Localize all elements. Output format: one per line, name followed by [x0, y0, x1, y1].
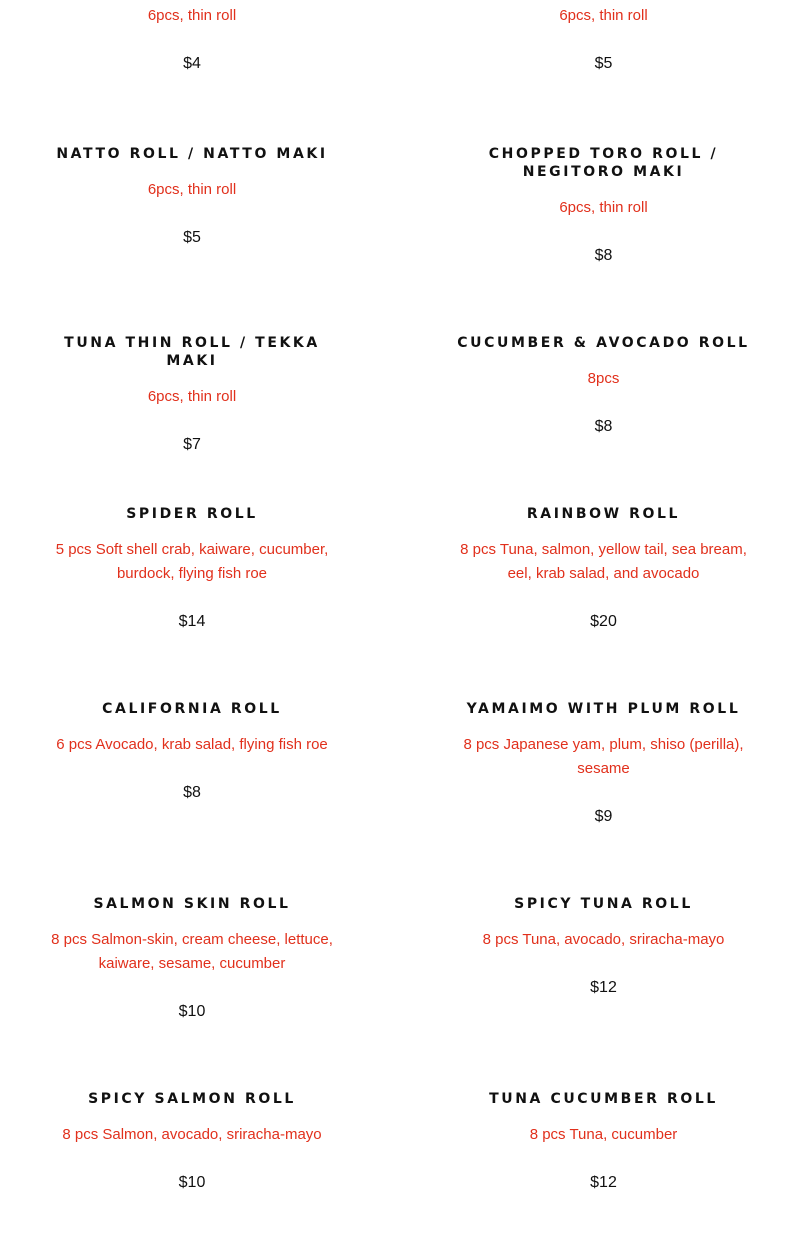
- menu-item: [448, 895, 759, 1000]
- menu-item: [448, 334, 759, 439]
- menu-item: [448, 1090, 759, 1195]
- item-description: 6pcs, thin roll: [147, 388, 237, 405]
- item-price: $8: [594, 247, 613, 264]
- item-price: $12: [590, 979, 617, 996]
- item-description: 8pcs: [587, 370, 620, 387]
- menu-item: [37, 4, 347, 76]
- item-price: $14: [178, 613, 206, 630]
- item-price: $5: [183, 229, 201, 246]
- item-price: $10: [178, 1174, 206, 1191]
- menu-item: [448, 145, 759, 268]
- item-description: 8 pcs Tuna, avocado, sriracha-mayo: [482, 931, 725, 948]
- menu-item: [448, 4, 759, 76]
- menu-item: [448, 505, 759, 634]
- item-name: SPIDER ROLL: [126, 506, 258, 522]
- menu-item: [37, 700, 347, 805]
- item-description: 6pcs, thin roll: [559, 199, 648, 216]
- menu-item: [37, 334, 347, 457]
- item-name: SPICY SALMON ROLL: [88, 1091, 296, 1107]
- item-description: 6pcs, thin roll: [559, 7, 648, 24]
- item-name: SPICY TUNA ROLL: [514, 896, 693, 912]
- item-price: $9: [594, 808, 613, 825]
- item-price: $12: [590, 1174, 617, 1191]
- menu-item: [37, 895, 347, 1024]
- item-name: YAMAIMO WITH PLUM ROLL: [466, 701, 741, 717]
- item-description: 8 pcs Japanese yam, plum, shiso (perilla), sesame: [463, 736, 744, 777]
- item-name: TUNA THIN ROLL / TEKKA MAKI: [64, 335, 320, 369]
- item-name: CUCUMBER & AVOCADO ROLL: [457, 335, 750, 351]
- item-price: $20: [590, 613, 617, 630]
- item-description: 8 pcs Salmon-skin, cream cheese, lettuce, kaiware, sesame, cucumber: [51, 931, 333, 972]
- item-name: CALIFORNIA ROLL: [102, 701, 282, 717]
- item-price: $4: [183, 55, 201, 72]
- item-price: $8: [183, 784, 201, 801]
- menu-item: [37, 505, 347, 634]
- item-description: 6pcs, thin roll: [147, 7, 237, 24]
- item-description: 8 pcs Tuna, cucumber: [529, 1126, 678, 1143]
- menu-item: [37, 145, 347, 250]
- item-description: 6pcs, thin roll: [147, 181, 237, 198]
- item-description: 8 pcs Tuna, salmon, yellow tail, sea bream, eel, krab salad, and avocado: [460, 541, 747, 582]
- item-name: SALMON SKIN ROLL: [93, 896, 291, 912]
- item-name: RAINBOW ROLL: [526, 506, 681, 522]
- item-name: TUNA CUCUMBER ROLL: [489, 1091, 718, 1107]
- item-description: 8 pcs Salmon, avocado, sriracha-mayo: [62, 1126, 322, 1143]
- item-name: CHOPPED TORO ROLL / NEGITORO MAKI: [488, 146, 719, 180]
- item-price: $8: [594, 418, 613, 435]
- item-description: 5 pcs Soft shell crab, kaiware, cucumber, burdock, flying fish roe: [55, 541, 329, 582]
- item-price: $5: [594, 55, 613, 72]
- menu-item: [37, 1090, 347, 1195]
- item-price: $7: [183, 436, 201, 453]
- item-description: 6 pcs Avocado, krab salad, flying fish roe: [56, 736, 328, 753]
- item-price: $10: [178, 1003, 206, 1020]
- menu-item: [448, 700, 759, 829]
- item-name: NATTO ROLL / NATTO MAKI: [56, 146, 328, 162]
